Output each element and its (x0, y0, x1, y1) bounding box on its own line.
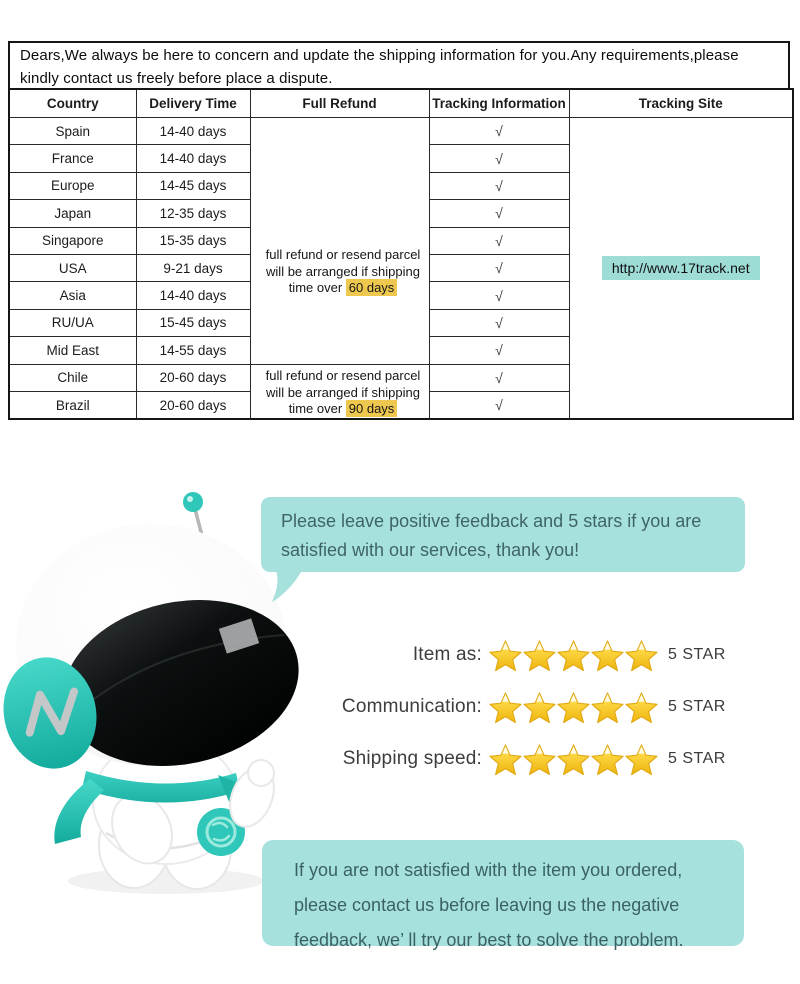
star-icon (523, 691, 556, 724)
shipping-notice: Dears,We always be here to concern and update the shipping information for you.Any requirements,please kindly contact us freely before place a dispute. (8, 41, 790, 88)
header-tracking-information: Tracking Information (429, 89, 569, 118)
check-mark: √ (495, 369, 503, 386)
tracking-check-cell (429, 145, 569, 172)
rating-row (310, 740, 750, 778)
star-icon (625, 691, 658, 724)
delivery-time-cell: 14-40 days (136, 282, 250, 309)
country-cell: Europe (9, 172, 136, 199)
tracking-check-cell (429, 200, 569, 227)
highlighted-days: 60 days (346, 279, 398, 296)
tracking-check-cell (429, 337, 569, 364)
delivery-time-cell: 14-40 days (136, 118, 250, 145)
tracking-check-cell (429, 118, 569, 145)
delivery-time-cell: 9-21 days (136, 254, 250, 281)
star-icon (489, 639, 522, 672)
delivery-time-cell: 20-60 days (136, 391, 250, 419)
full-refund-cell: full refund or resend parcel will be arranged if shipping time over 60 days (250, 118, 429, 365)
header-tracking-site: Tracking Site (569, 89, 793, 118)
star-icon (557, 691, 590, 724)
star-rating (489, 691, 659, 724)
star-icon (523, 639, 556, 672)
star-icon (625, 743, 658, 776)
shipping-table-header (9, 89, 793, 118)
tracking-check-cell (429, 172, 569, 199)
check-mark: √ (495, 150, 503, 167)
header-full-refund: Full Refund (250, 89, 429, 118)
tracking-check-cell (429, 309, 569, 336)
rating-label: Shipping speed: (342, 748, 482, 769)
country-cell: Japan (9, 200, 136, 227)
star-icon (625, 639, 658, 672)
check-mark: √ (495, 177, 503, 194)
star-icon (557, 639, 590, 672)
tracking-check-cell (429, 364, 569, 391)
country-cell: Brazil (9, 391, 136, 419)
five-star-text: 5 STAR (668, 698, 726, 715)
check-mark: √ (495, 342, 503, 359)
check-mark: √ (495, 260, 503, 277)
five-star-text: 5 STAR (668, 646, 726, 663)
star-icon (489, 743, 522, 776)
country-cell: Spain (9, 118, 136, 145)
rating-row (310, 636, 750, 674)
shipping-table (8, 88, 794, 420)
tracking-check-cell (429, 282, 569, 309)
rating-row (310, 688, 750, 726)
rating-label: Communication: (341, 696, 482, 717)
rating-rows (310, 636, 750, 792)
table-row (9, 118, 793, 145)
robot-mascot-image (0, 485, 300, 903)
full-refund-cell: full refund or resend parcel will be arranged if shipping time over 90 days (250, 364, 429, 419)
check-mark: √ (495, 123, 503, 140)
check-mark: √ (495, 205, 503, 222)
tracking-site-cell (569, 118, 793, 420)
tracking-check-cell (429, 227, 569, 254)
delivery-time-cell: 15-45 days (136, 309, 250, 336)
delivery-time-cell: 15-35 days (136, 227, 250, 254)
negative-feedback-note: If you are not satisfied with the item you ordered, please contact us before leaving us the negative feedback, we’ ll try our best to solve the problem. (262, 840, 744, 946)
check-mark: √ (495, 314, 503, 331)
star-icon (557, 743, 590, 776)
speech-bubble-tail (272, 570, 302, 603)
check-mark: √ (495, 287, 503, 304)
check-mark: √ (495, 397, 503, 414)
tracking-check-cell (429, 254, 569, 281)
delivery-time-cell: 12-35 days (136, 200, 250, 227)
robot-shadow (68, 868, 264, 894)
delivery-time-cell: 20-60 days (136, 364, 250, 391)
delivery-time-cell: 14-45 days (136, 172, 250, 199)
star-rating (489, 743, 659, 776)
star-icon (591, 743, 624, 776)
rating-label: Item as: (412, 644, 482, 665)
delivery-time-cell: 14-55 days (136, 337, 250, 364)
feedback-speech-bubble: Please leave positive feedback and 5 stars if you are satisfied with our services, thank you! (261, 497, 745, 572)
tracking-check-cell (429, 391, 569, 419)
country-cell: Chile (9, 364, 136, 391)
country-cell: France (9, 145, 136, 172)
country-cell: Singapore (9, 227, 136, 254)
star-icon (591, 691, 624, 724)
five-star-text: 5 STAR (668, 750, 726, 767)
highlighted-days: 90 days (346, 400, 398, 417)
country-cell: RU/UA (9, 309, 136, 336)
star-icon (523, 743, 556, 776)
country-cell: Asia (9, 282, 136, 309)
tracking-site-link[interactable]: http://www.17track.net (602, 256, 760, 280)
country-cell: Mid East (9, 337, 136, 364)
country-cell: USA (9, 254, 136, 281)
header-country: Country (9, 89, 136, 118)
header-delivery-time: Delivery Time (136, 89, 250, 118)
star-icon (591, 639, 624, 672)
delivery-time-cell: 14-40 days (136, 145, 250, 172)
star-rating (489, 639, 659, 672)
check-mark: √ (495, 232, 503, 249)
star-icon (489, 691, 522, 724)
